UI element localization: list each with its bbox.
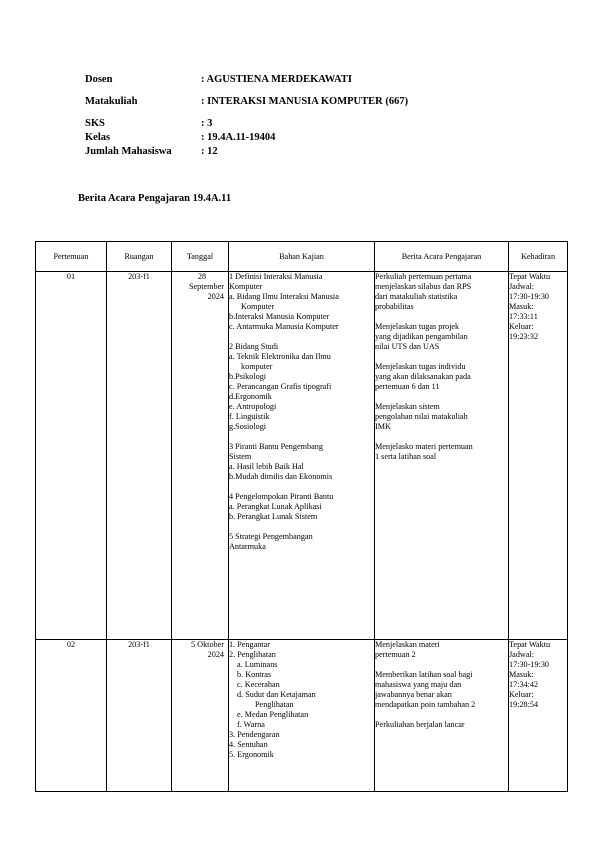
bahan-kajian-cell: [229, 272, 375, 640]
dosen-label: Dosen: [85, 74, 113, 85]
bahan-block: 4 Pengelompokan Piranti Bantu a. Perangkat Lunak Aplikasi b. Perangkat Lunak Sistem: [229, 492, 334, 521]
matakuliah-value: : INTERAKSI MANUSIA KOMPUTER (667): [201, 96, 409, 107]
bahan-block: 1 Definisi Interaksi Manusia Komputer a. Bidang Ilmu Interaksi Manusia Komputer b.Interaksi Manusia Komputer c. Antarmuka Manusia Komputer: [229, 272, 339, 331]
table-header-row: [36, 242, 568, 272]
jumlah-label: Jumlah Mahasiswa: [85, 146, 172, 157]
matakuliah-row: [85, 95, 408, 109]
berita-block: Menjelaskan tugas individu yang akan dilaksanakan pada pertemuan 6 dan 11: [375, 362, 471, 391]
section-title: Berita Acara Pengajaran 19.4A.11: [78, 193, 232, 204]
tanggal-cell: 5 Oktober 2024: [172, 640, 229, 792]
col-header-kehadiran: Kehadiran: [509, 242, 568, 272]
bahan-kajian-cell: 1. Pengantar 2. Penglihatan a. Luminans b. Kontras c. Kecerahan d. Sudut dan Ketajaman Penglihatan e. Medan Penglihatan f. Warna 3. Pendengaran 4. Sentuhan 5. Ergonomik: [229, 640, 375, 792]
tanggal-cell: 28 September 2024: [172, 272, 229, 640]
kelas-value: : 19.4A.11-19404: [201, 132, 276, 143]
pertemuan-cell: 01: [36, 272, 107, 640]
ruangan-cell: 203-f1: [107, 640, 172, 792]
col-header-pertemuan: Pertemuan: [36, 242, 107, 272]
jumlah-value: : 12: [201, 146, 218, 157]
berita-block: Menjelasko materi pertemuan 1 serta latihan soal: [375, 442, 473, 461]
dosen-row: [85, 73, 408, 87]
kehadiran-cell: Tepat Waktu Jadwal: 17:30-19:30 Masuk: 17:33:11 Keluar: 19:23:32: [509, 272, 568, 640]
bahan-block: 3 Piranti Bantu Pengembang Sistem a. Hasil lebih Baik Hal b.Mudah dimilis dan Ekonomis: [229, 442, 333, 481]
course-info: [85, 73, 408, 159]
berita-block: Menjelaskan sistem pengolahan nilai matakuliah IMK: [375, 402, 468, 431]
matakuliah-label: Matakuliah: [85, 96, 138, 107]
jumlah-row: [85, 145, 408, 159]
kehadiran-cell: Tepat Waktu Jadwal: 17:30-19:30 Masuk: 17:34:42 Keluar: 19:28:54: [509, 640, 568, 792]
bahan-block: 5 Strategi Pengembangan Antarmuka: [229, 532, 313, 551]
dosen-value: : AGUSTIENA MERDEKAWATI: [201, 74, 352, 85]
kelas-label: Kelas: [85, 132, 111, 143]
berita-block: Menjelaskan materi pertemuan 2: [375, 640, 440, 659]
kelas-row: [85, 131, 408, 145]
berita-block: Memberikan latihan soal bagi mahasiswa yang maju dan jawabannya benar akan mendapatkan poin tambahan 2: [375, 670, 476, 709]
pertemuan-cell: 02: [36, 640, 107, 792]
ruangan-cell: 203-f1: [107, 272, 172, 640]
col-header-tanggal: Tanggal: [172, 242, 229, 272]
table-row: [36, 640, 568, 792]
berita-acara-cell: [375, 272, 509, 640]
berita-block: Menjelaskan tugas projek yang dijadikan pengambilan nilai UTS dan UAS: [375, 322, 468, 351]
sks-row: [85, 117, 408, 131]
table-row: [36, 272, 568, 640]
berita-acara-cell: [375, 640, 509, 792]
sks-value: : 3: [201, 118, 213, 129]
col-header-ruangan: Ruangan: [107, 242, 172, 272]
berita-block: Perkuliah pertemuan pertama menjelaskan silabus dan RPS dari matakuliah statistika probabilitas: [375, 272, 472, 311]
bahan-block: 2 Bidang Studi a. Teknik Elektronika dan Ilmu komputer b.Psikologi c. Perancangan Grafis tipografi d.Ergonomik e. Antropologi f. Linguistik g.Sosiologi: [229, 342, 332, 431]
berita-block: Perkuliahan berjalan lancar: [375, 720, 465, 729]
sks-label: SKS: [85, 118, 105, 129]
col-header-bahan-kajian: Bahan Kajian: [229, 242, 375, 272]
berita-acara-table: [35, 241, 568, 792]
col-header-berita-acara: Berita Acara Pengajaran: [375, 242, 509, 272]
